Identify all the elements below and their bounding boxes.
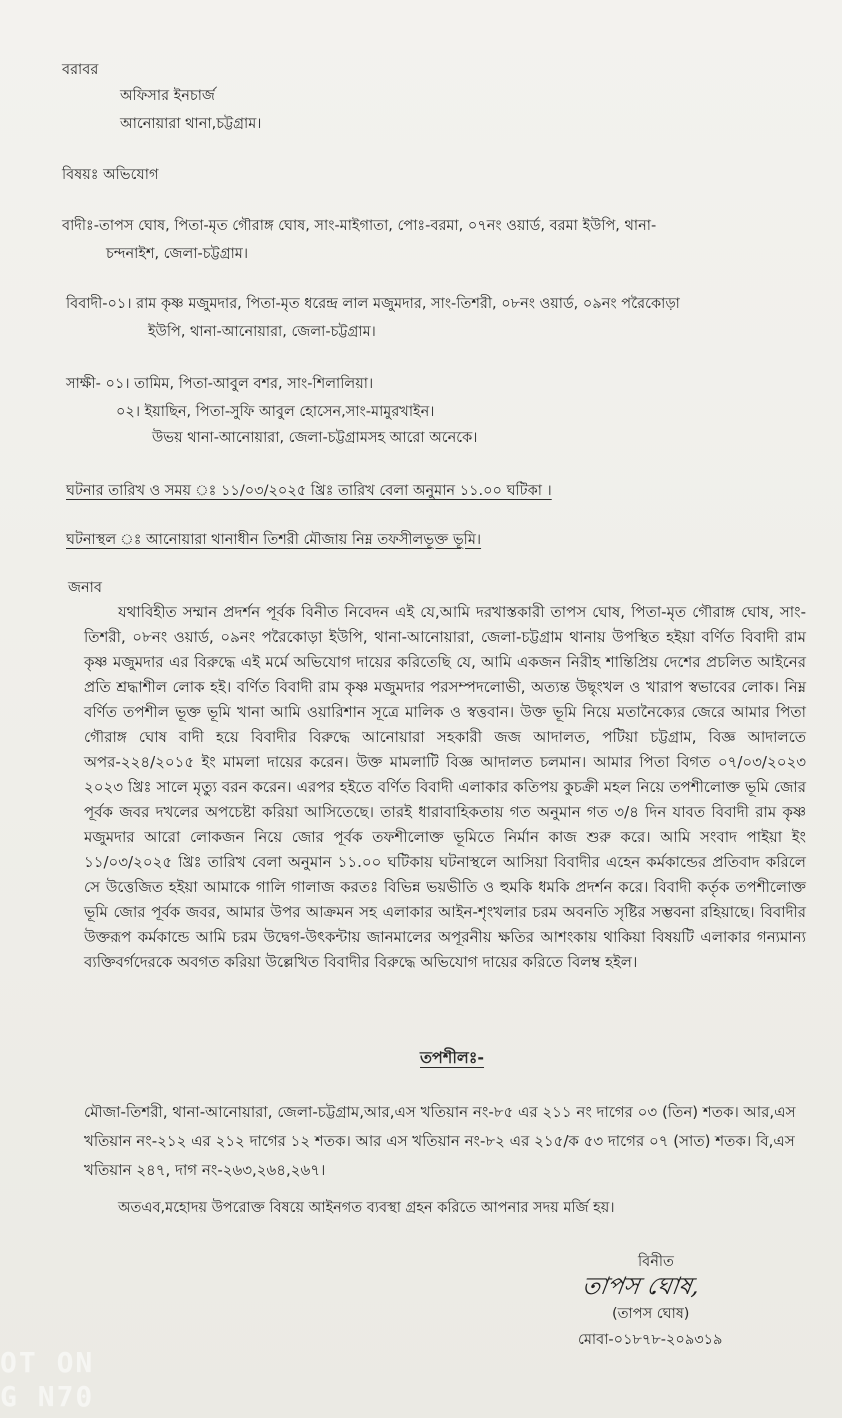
handwritten-signature: তাপস ঘোষ, [580, 1272, 702, 1300]
witness-line-2: ০২। ইয়াছিন, পিতা-সুফি আবুল হোসেন,সাং-মামুরখাইন। [116, 404, 435, 420]
sender-name: (তাপস ঘোষ) [612, 1306, 690, 1322]
body-paragraph: যথাবিহীত সম্মান প্রদর্শন পূর্বক বিনীত নিবেদন এই যে,আমি দরখাস্তকারী তাপস ঘোষ, পিতা-মৃত গৌরাঙ্গ ঘোষ, সাং-তিশরী, ০৮নং ওয়ার্ড, ০৯নং পরৈকোড়া ইউপি, থানা-আনোয়ারা, জেলা-চট্টগ্রাম থানায় উপস্থিত হইয়া বর্ণিত বিবাদী রাম কৃষ্ণ মজুমদার এর বিরুদ্ধে এই মর্মে অভিযোগ দায়ের করিতেছি যে, আমি একজন নিরীহ শান্তিপ্রিয় দেশের প্রচলিত আইনের প্রতি শ্রদ্ধাশীল লোক হই। বর্ণিত বিবাদী রাম কৃষ্ণ মজুমদার পরসম্পদলোভী, অত্যন্ত উছৃংখল ও খারাপ স্বভাবের লোক। নিম্ন বর্ণিত তপশীল ভূক্ত ভূমি খানা আমি ওয়ারিশান সূত্রে মালিক ও স্বত্তবান। উক্ত ভূমি নিয়ে মতানৈক্যের জেরে আমার পিতা গৌরাঙ্গ ঘোষ বাদী হয়ে বিবাদীর বিরুদ্ধে আনোয়ারা সহকারী জজ আদালত, পটিয়া চট্টগ্রাম, বিজ্ঞ আদালতে অপর-২২৪/২০১৫ ইং মামলা দায়ের করেন। উক্ত মামলাটি বিজ্ঞ আদালত চলমান। আমার পিতা বিগত ০৭/০৩/২০২৩ ২০২৩ খ্রিঃ সালে মৃত্যু বরন করেন। এরপর হইতে বর্ণিত বিবাদী এলাকার কতিপয় কুচক্রী মহল নিয়ে তপশীলোক্ত ভূমি জোর পূর্বক জবর দখলের অপচেষ্টা করিয়া আসিতেছে। তারই ধারাবাহিকতায় গত অনুমান গত ৩/৪ দিন যাবত বিবাদী রাম কৃষ্ণ মজুমদার আরো লোকজন নিয়ে জোর পূর্বক তফশীলোক্ত ভূমিতে নির্মান কাজ শুরু করে। আমি সংবাদ পাইয়া ইং ১১/০৩/২০২৫ খ্রিঃ তারিখ বেলা অনুমান ১১.০০ ঘটিকায় ঘটনাস্থলে আসিয়া বিবাদীর এহেন কর্মকান্ডের প্রতিবাদ করিলে সে উত্তেজিত হইয়া আমাকে গালি গালাজ করতঃ বিভিন্ন ভয়ভীতি ও হুমকি ধমকি প্রদর্শন করে। বিবাদী কর্তৃক তপশীলোক্ত ভূমি জোর পূর্বক জবর, আমার উপর আক্রমন সহ এলাকার আইন-শৃংখলার চরম অবনতি সৃষ্টির সম্ভবনা রহিয়াছে। বিবাদীর উক্তরূপ কর্মকান্ডে আমি চরম উদ্বেগ-উৎকন্টায় জানমালের অপূরনীয় ক্ষতির আশংকায় থাকিয়া বিষয়টি এলাকার গন্যমান্য ব্যক্তিবর্গদেরকে অবগত করিয়া উল্লেখিত বিবাদীর বিরুদ্ধে অভিযোগ দায়ের করিতে বিলম্ব হইল। [84, 603, 806, 971]
closing-line: অতএব,মহোদয় উপরোক্ত বিষয়ে আইনগত ব্যবস্থা গ্রহন করিতে আপনার সদয় মর্জি হয়। [118, 1200, 615, 1216]
sender-mobile: মোবা-০১৮৭৮-২০৯৩১৯ [578, 1332, 723, 1348]
witness-line-1: সাক্ষী- ০১। তামিম, পিতা-আবুল বশর, সাং-শিলালিয়া। [66, 376, 374, 392]
complaint-body [84, 600, 806, 975]
subject-line: বিষয়ঃ অভিযোগ [62, 167, 159, 183]
witness-line-3: উভয় থানা-আনোয়ারা, জেলা-চট্টগ্রামসহ আরো অনেকে। [152, 430, 478, 446]
schedule-details: মৌজা-তিশরী, থানা-আনোয়ারা, জেলা-চট্টগ্রাম,আর,এস খতিয়ান নং-৮৫ এর ২১১ নং দাগের ০৩ (তিন) শতক। আর,এস খতিয়ান নং-২১২ এর ২১২ দাগের ১২ শতক। আর এস খতিয়ান নং-৮২ এর ২১৫/ক ৫৩ দাগের ০৭ (সাত) শতক। বি,এস খতিয়ান ২৪৭, দাগ নং-২৬৩,২৬৪,২৬৭। [84, 1103, 796, 1179]
sign-off: বিনীত [638, 1254, 674, 1270]
defendant-line-2: ইউপি, থানা-আনোয়ারা, জেলা-চট্টগ্রাম। [148, 324, 376, 340]
defendant-line-1: বিবাদী-০১। রাম কৃষ্ণ মজুমদার, পিতা-মৃত ধরেন্দ্র লাল মজুমদার, সাং-তিশরী, ০৮নং ওয়ার্ড, ০৯নং পরৈকোড়া [66, 296, 680, 312]
addressee-line-2: অফিসার ইনচার্জ [120, 88, 215, 104]
addressee-line-1: বরাবর [62, 62, 99, 78]
salutation: জনাব [68, 580, 102, 596]
plaintiff-line-2: চন্দনাইশ, জেলা-চট্টগ্রাম। [106, 246, 249, 262]
addressee-line-3: আনোয়ারা থানা,চট্টগ্রাম। [120, 116, 262, 132]
schedule-heading: তপশীলঃ- [420, 1048, 485, 1067]
camera-watermark-line-2: G N70 [0, 1380, 95, 1413]
incident-place: ঘটনাস্থল ঃ আনোয়ারা থানাধীন তিশরী মৌজায় নিম্ন তফসীলভূক্ত ভূমি। [66, 532, 482, 548]
plaintiff-line-1: বাদীঃ-তাপস ঘোষ, পিতা-মৃত গৌরাঙ্গ ঘোষ, সাং-মাইগাতা, পোঃ-বরমা, ০৭নং ওয়ার্ড, বরমা ইউপি, থানা- [62, 218, 657, 234]
camera-watermark-line-1: OT ON [0, 1346, 95, 1379]
incident-time: ঘটনার তারিখ ও সময় ঃ ১১/০৩/২০২৫ খ্রিঃ তারিখ বেলা অনুমান ১১.০০ ঘটিকা । [66, 483, 552, 499]
